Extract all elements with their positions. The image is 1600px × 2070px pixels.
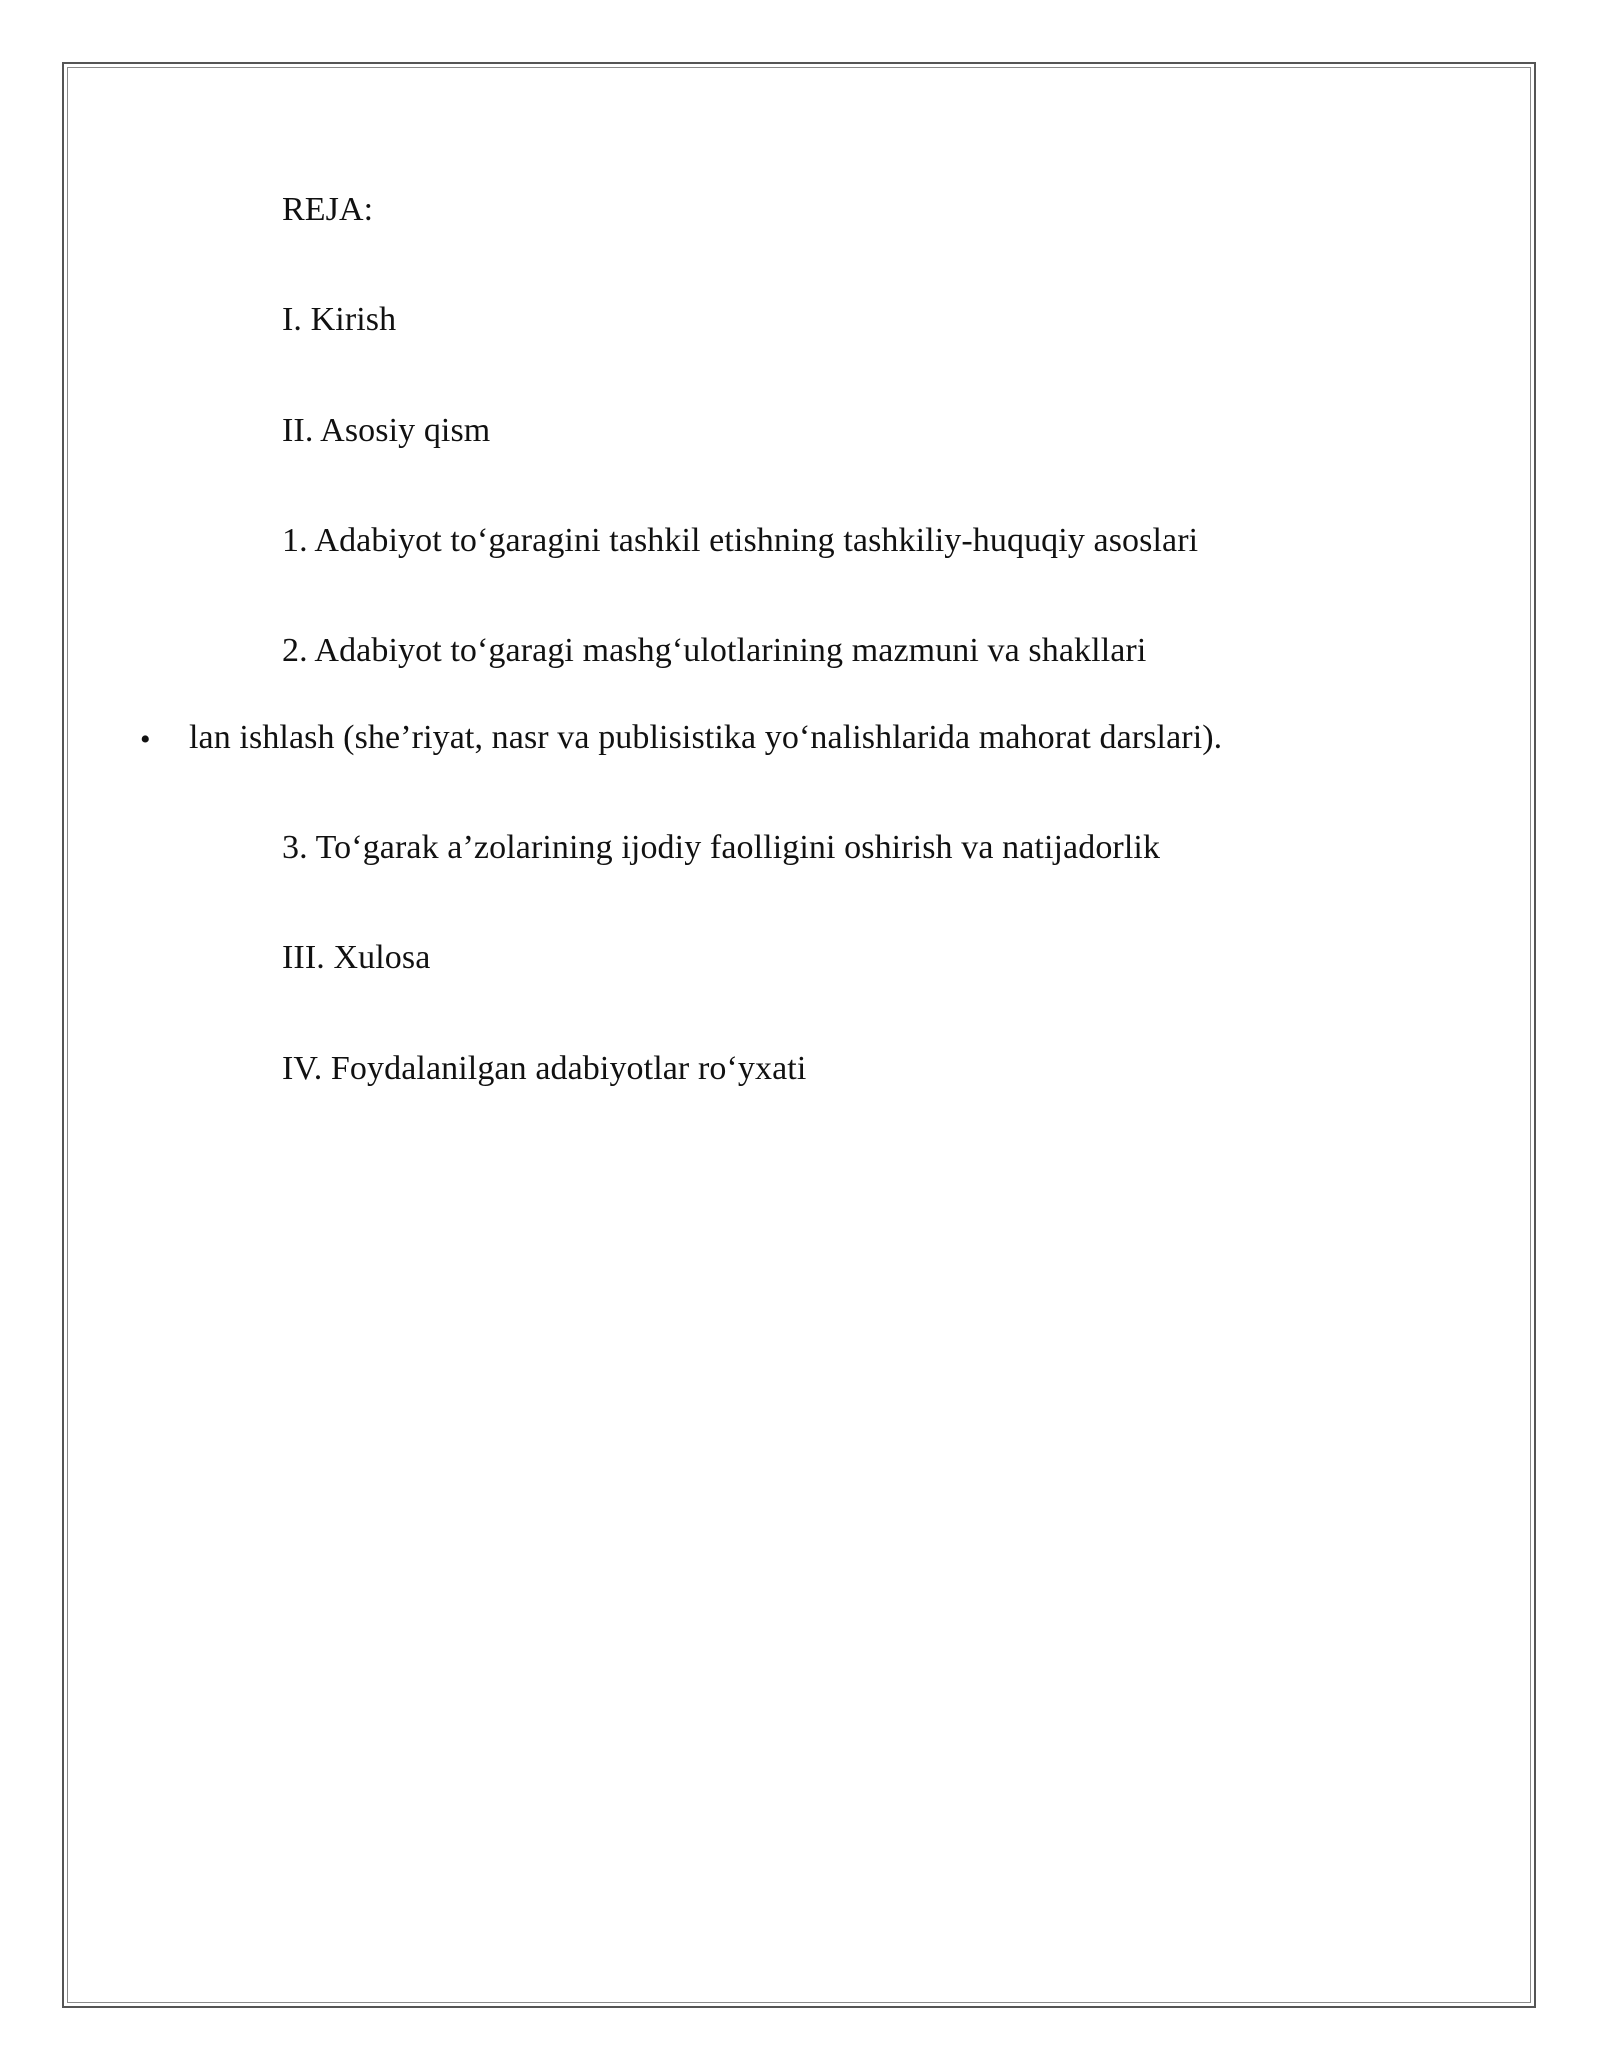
plan-item-main-part: II. Asosiy qism: [282, 412, 491, 449]
plan-heading: REJA:: [282, 191, 374, 228]
plan-item-1: 1. Adabiyot to‘garagini tashkil etishning tashkiliy-huquqiy asoslari: [282, 522, 1199, 559]
plan-item-references: IV. Foydalanilgan adabiyotlar ro‘yxati: [282, 1050, 807, 1087]
bullet-icon: •: [140, 723, 151, 756]
plan-item-2: 2. Adabiyot to‘garagi mashg‘ulotlarining mazmuni va shakllari: [282, 632, 1147, 669]
plan-item-introduction: I. Kirish: [282, 301, 397, 338]
plan-item-conclusion: III. Xulosa: [282, 939, 431, 976]
plan-item-3: 3. To‘garak a’zolarining ijodiy faolligini oshirish va natijadorlik: [282, 829, 1161, 866]
bullet-list-item: lan ishlash (she’riyat, nasr va publisistika yo‘nalishlarida mahorat darslari).: [189, 719, 1223, 756]
page-border: [62, 62, 1536, 2008]
